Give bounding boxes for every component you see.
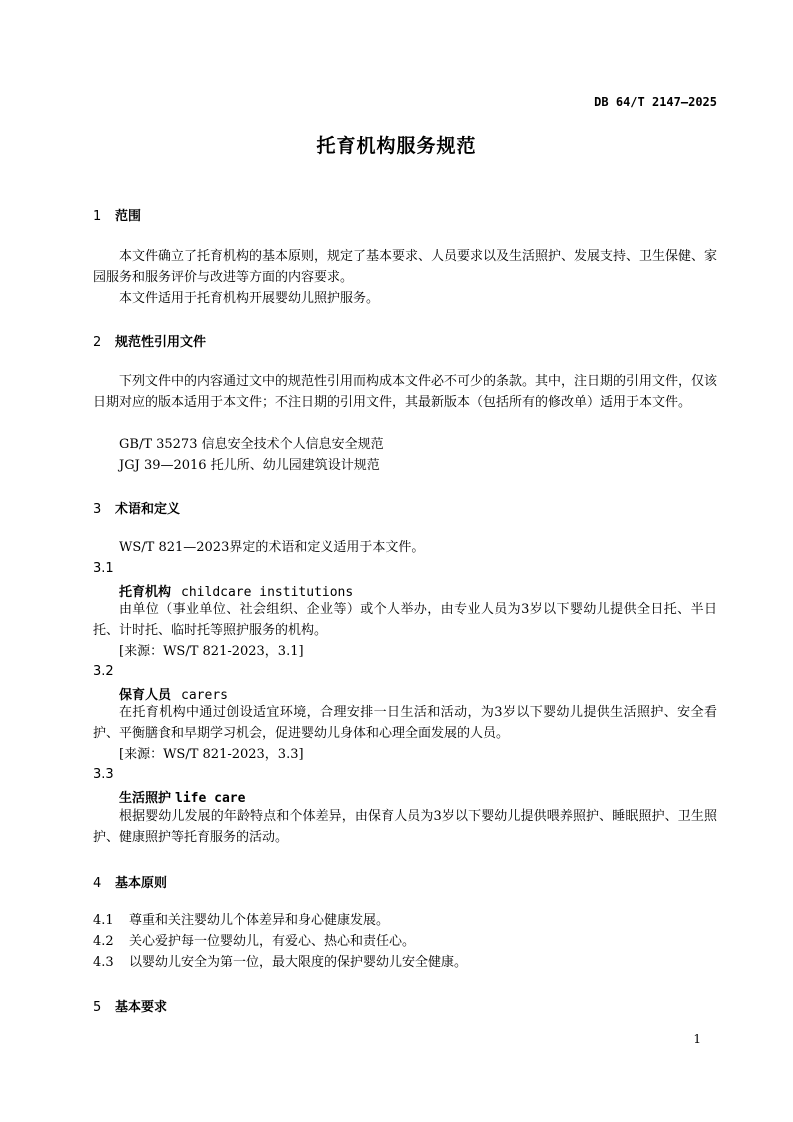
paragraph: 下列文件中的内容通过文中的规范性引用而构成本文件必不可少的条款。其中，注日期的引用文件，仅该日期对应的版本适用于本文件；不注日期的引用文件，其最新版本（包括所有的修改单）适用于本文件。	[93, 374, 718, 410]
section-title: 基本要求	[115, 1000, 168, 1015]
section-heading-5	[93, 996, 167, 1015]
section-title: 规范性引用文件	[115, 335, 207, 350]
section-title: 术语和定义	[115, 502, 181, 517]
section-heading-2	[93, 331, 206, 350]
term-source: [来源：WS/T 821-2023，3.1]	[119, 644, 304, 659]
section-heading-1	[93, 205, 141, 224]
section-number: 2	[93, 335, 102, 350]
term-definition: 根据婴幼儿发展的年龄特点和个体差异，由保育人员为3岁以下婴幼儿提供喂养照护、睡眠照护、卫生照护、健康照护等托育服务的活动。	[93, 809, 717, 845]
list-item	[93, 910, 389, 931]
list-item-number: 4.1	[93, 913, 114, 928]
section-heading-4	[93, 872, 167, 891]
term-heading	[119, 581, 353, 600]
section-heading-3	[93, 498, 180, 517]
section-number: 3	[93, 502, 102, 517]
term-definition: 由单位（事业单位、社会组织、企业等）或个人举办，由专业人员为3岁以下婴幼儿提供全日托、半日托、计时托、临时托等照护服务的机构。	[93, 602, 717, 638]
list-item-number: 4.3	[93, 955, 114, 970]
standard-code: DB 64/T 2147—2025	[594, 95, 717, 109]
term-number: 3.3	[93, 767, 114, 782]
list-item	[93, 952, 467, 973]
list-item	[93, 931, 415, 952]
normative-reference: GB/T 35273 信息安全技术个人信息安全规范	[119, 437, 384, 452]
paragraph: 本文件适用于托育机构开展婴幼儿照护服务。	[119, 291, 380, 306]
section-number: 1	[93, 209, 102, 224]
term-number: 3.1	[93, 561, 114, 576]
list-item-text: 尊重和关注婴幼儿个体差异和身心健康发展。	[129, 913, 390, 928]
term-source: [来源：WS/T 821-2023，3.3]	[119, 747, 304, 762]
term-definition: 在托育机构中通过创设适宜环境，合理安排一日生活和活动，为3岁以下婴幼儿提供生活照护、安全看护、平衡膳食和早期学习机会，促进婴幼儿身体和心理全面发展的人员。	[93, 705, 717, 741]
term-number: 3.2	[93, 664, 114, 679]
term-zh: 保育人员	[119, 688, 172, 703]
term-heading	[119, 787, 245, 806]
term-zh: 生活照护	[119, 791, 172, 806]
term-zh: 托育机构	[119, 585, 172, 600]
page-number: 1	[693, 1032, 701, 1046]
term-en: life care	[175, 791, 246, 806]
section-number: 5	[93, 1000, 102, 1015]
list-item-text: 以婴幼儿安全为第一位，最大限度的保护婴幼儿安全健康。	[129, 955, 468, 970]
normative-reference: JGJ 39—2016 托儿所、幼儿园建筑设计规范	[119, 458, 380, 473]
section-title: 范围	[115, 209, 142, 224]
term-heading	[119, 684, 228, 703]
section-title: 基本原则	[115, 876, 168, 891]
paragraph: WS/T 821—2023界定的术语和定义适用于本文件。	[119, 540, 425, 555]
section-number: 4	[93, 876, 102, 891]
paragraph: 本文件确立了托育机构的基本原则，规定了基本要求、人员要求以及生活照护、发展支持、卫生保健、家园服务和服务评价与改进等方面的内容要求。	[93, 249, 718, 285]
list-item-text: 关心爱护每一位婴幼儿，有爱心、热心和责任心。	[129, 934, 416, 949]
term-en: carers	[181, 688, 228, 703]
document-title: 托育机构服务规范	[316, 135, 477, 157]
list-item-number: 4.2	[93, 934, 114, 949]
term-en: childcare institutions	[181, 585, 354, 600]
